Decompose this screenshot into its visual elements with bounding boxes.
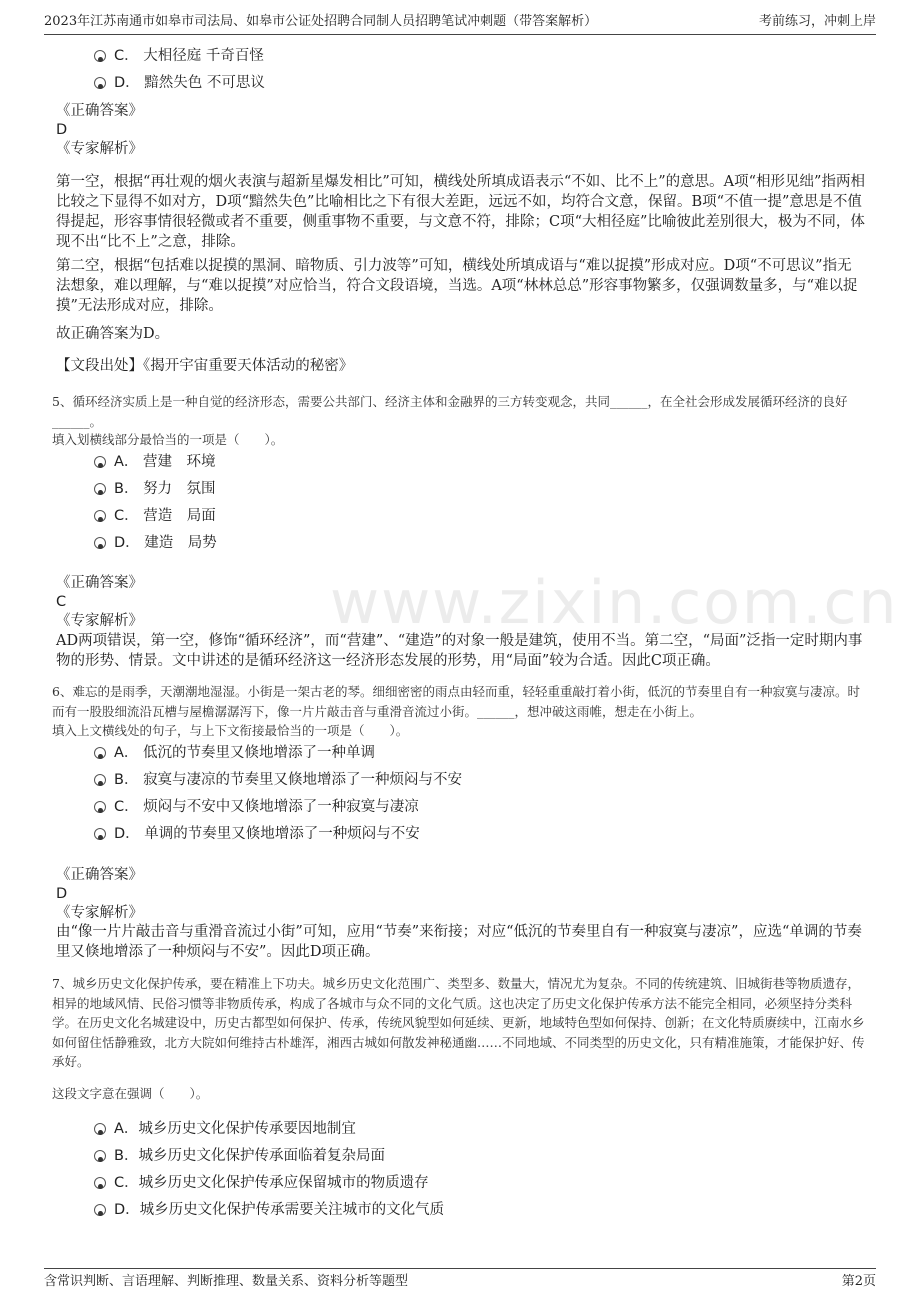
analysis-label: 《专家解析》 [56,905,143,921]
watermark: www.zixin.com.cn [330,568,899,638]
q7-option-d[interactable]: D．城乡历史文化保护传承需要关注城市的文化气质 [94,1200,444,1220]
radio-icon[interactable] [94,510,106,522]
radio-icon[interactable] [94,1204,106,1216]
answer-value: D [56,886,68,902]
q7-option-a[interactable]: A．城乡历史文化保护传承要因地制宜 [94,1119,356,1139]
q5-option-c[interactable]: C． 营造 局面 [94,506,216,526]
question-prompt: 这段文字意在强调（ ）。 [52,1086,209,1101]
q6-option-c[interactable]: C． 烦闷与不安中又倏地增添了一种寂寞与凄凉 [94,797,419,817]
analysis-paragraph: AD两项错误，第一空，修饰“循环经济”，而“营建”、“建造”的对象一般是建筑，使用不当。第二空，“局面”泛指一定时期内事物的形势、情景。文中讲述的是循环经济这一经济形态发展的形势，用“局面”较为合适。因此C项正确。 [56,633,863,669]
analysis-conclusion: 故正确答案为D。 [56,326,170,342]
question-stem: 7、城乡历史文化保护传承，要在精准上下功夫。城乡历史文化范围广、类型多、数量大，情况尤为复杂。不同的传统建筑、旧城街巷等物质遗存，相异的地域风情、民俗习惯等非物质传承，构成了各城市与众不同的文化气质。这也决定了历史文化保护传承方法不能完全相同，必须坚持分类科学。在历史文化名城建设中，历史古都型如何保护、传承，传统风貌型如何延续、更新，地域特色型如何保持、创新；在文化特质赓续中，江南水乡如何留住恬静雅致，北方大院如何维持古朴雄浑，湘西古城如何散发神秘通幽……不同地域、不同类型的历史文化，只有精准施策，才能保护好、传承好。 [52,976,865,1069]
q5-option-a[interactable]: A． 营建 环境 [94,452,216,472]
q6-option-b[interactable]: B． 寂寞与凄凉的节奏里又倏地增添了一种烦闷与不安 [94,770,462,790]
footer-note: 含常识判断、言语理解、判断推理、数量关系、资料分析等题型 [44,1274,409,1289]
q5-option-d[interactable]: D． 建造 局势 [94,533,217,553]
page-header [44,12,876,35]
analysis-label: 《专家解析》 [56,141,143,157]
analysis-label: 《专家解析》 [56,613,143,629]
q6-option-a[interactable]: A． 低沉的节奏里又倏地增添了一种单调 [94,743,375,763]
q7-option-c[interactable]: C．城乡历史文化保护传承应保留城市的物质遗存 [94,1173,429,1193]
radio-icon[interactable] [94,50,106,62]
radio-icon[interactable] [94,1123,106,1135]
q4-option-c[interactable]: C． 大相径庭 千奇百怪 [94,46,264,66]
page-footer [44,1268,876,1293]
answer-value: C [56,594,67,610]
radio-icon[interactable] [94,774,106,786]
question-prompt: 填入划横线部分最恰当的一项是（ ）。 [52,432,284,447]
q5-option-b[interactable]: B． 努力 氛围 [94,479,216,499]
document-title: 2023年江苏南通市如皋市司法局、如皋市公证处招聘合同制人员招聘笔试冲刺题（带答案解析） [44,14,598,29]
source-citation: 【文段出处】《揭开宇宙重要天体活动的秘密》 [56,358,354,374]
analysis-paragraph: 第二空，根据“包括难以捉摸的黑洞、暗物质、引力波等”可知，横线处所填成语与“难以捉摸”形成对应。D项“不可思议”指无法想象，难以理解，与“难以捉摸”对应恰当，符合文段语境，当选。A项“林林总总”形容事物繁多，仅强调数量多，与“难以捉摸”无法形成对应，排除。 [56,258,858,314]
analysis-paragraph: 由“像一片片敲击音与重滑音流过小街”可知，应用“节奏”来衔接；对应“低沉的节奏里自有一种寂寞与凄凉”，应选“单调的节奏里又倏地增添了一种烦闷与不安”。因此D项正确。 [56,924,862,960]
radio-icon[interactable] [94,801,106,813]
radio-icon[interactable] [94,483,106,495]
q4-option-d[interactable]: D． 黯然失色 不可思议 [94,73,265,93]
question-prompt: 填入上文横线处的句子，与上下文衔接最恰当的一项是（ ）。 [52,723,409,738]
answer-label: 《正确答案》 [56,575,143,591]
q7-option-b[interactable]: B．城乡历史文化保护传承面临着复杂局面 [94,1146,385,1166]
header-slogan: 考前练习，冲刺上岸 [758,14,876,29]
answer-value: D [56,122,68,138]
radio-icon[interactable] [94,537,106,549]
radio-icon[interactable] [94,828,106,840]
radio-icon[interactable] [94,1150,106,1162]
analysis-paragraph: 第一空，根据“再壮观的烟火表演与超新星爆发相比”可知，横线处所填成语表示“不如、比不上”的意思。A项“相形见绌”指两相比较之下显得不如对方，D项“黯然失色”比喻相比之下有很大差距，远远不如，均符合文意，保留。B项“不值一提”意思是不值得提起，形容事情很轻微或者不重要，侧重事物不重要，与文意不符，排除；C项“大相径庭”比喻彼此差别很大，极为不同，体现不出“比不上”之意，排除。 [56,174,865,250]
question-stem: 6、难忘的是雨季，天潮潮地湿湿。小街是一架古老的琴。细细密密的雨点由轻而重，轻轻重重敲打着小街，低沉的节奏里自有一种寂寞与凄凉。时而有一股股细流沿瓦槽与屋檐潺潺泻下，像一片片敲击音与重滑音流过小街。______，想冲破这雨帷，想走在小街上。 [52,684,860,719]
q6-option-d[interactable]: D． 单调的节奏里又倏地增添了一种烦闷与不安 [94,824,420,844]
answer-label: 《正确答案》 [56,103,143,119]
radio-icon[interactable] [94,747,106,759]
page-number: 第2页 [841,1274,876,1289]
answer-label: 《正确答案》 [56,867,143,883]
question-stem: 5、循环经济实质上是一种自觉的经济形态，需要公共部门、经济主体和金融界的三方转变观念，共同______，在全社会形成发展循环经济的良好______。 [52,394,848,429]
radio-icon[interactable] [94,1177,106,1189]
radio-icon[interactable] [94,456,106,468]
radio-icon[interactable] [94,77,106,89]
